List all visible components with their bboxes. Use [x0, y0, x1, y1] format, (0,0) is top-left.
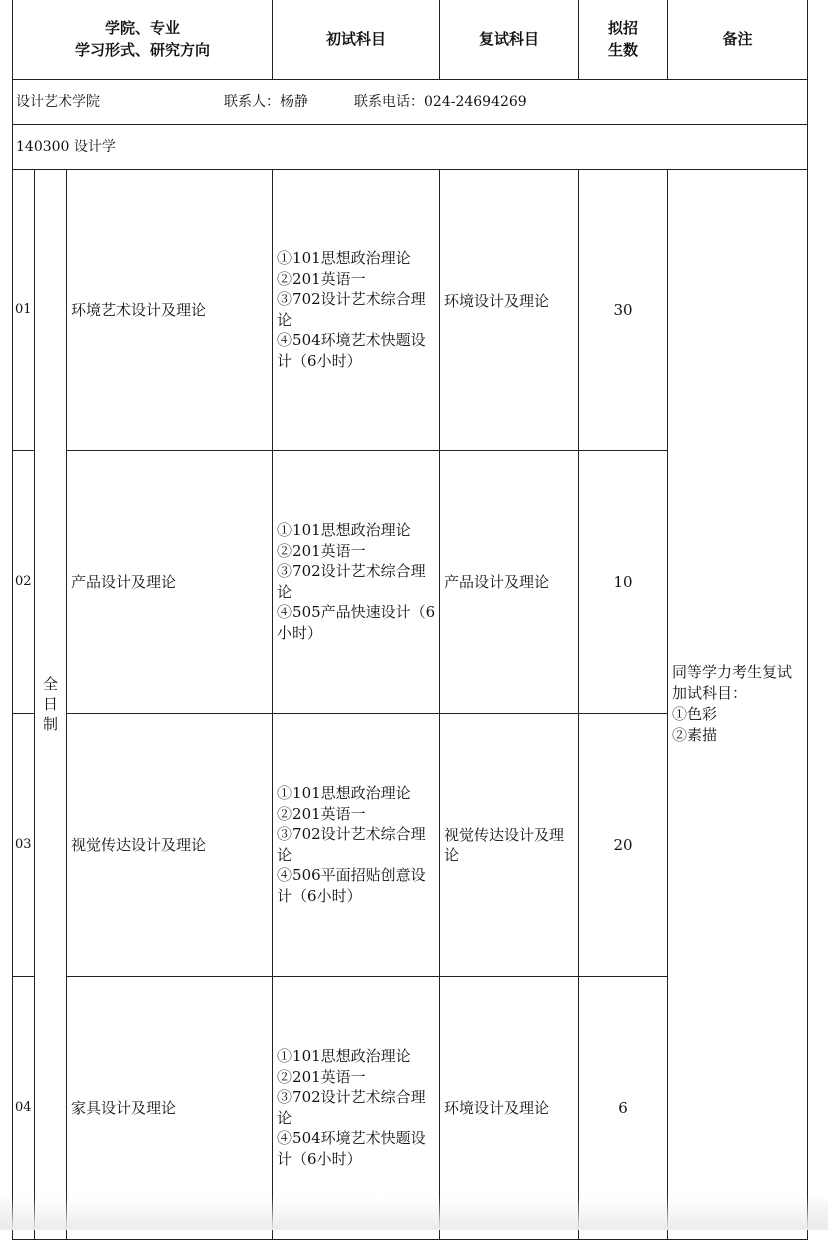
exam-line: 计（6小时）	[277, 351, 362, 370]
exam-line: ②201英语一	[277, 541, 366, 560]
contact-name: 杨静	[280, 93, 308, 110]
study-form-cell	[35, 169, 67, 1239]
header-prelim: 初试科目	[273, 0, 440, 79]
note-line: 加试科目：	[672, 684, 748, 702]
exam-line: 论	[277, 1108, 293, 1127]
exam-line: 小时）	[277, 623, 323, 642]
note-line: ①色彩	[672, 705, 718, 723]
exam-line: ④506平面招贴创意设	[277, 866, 426, 884]
college-row	[13, 79, 808, 124]
retest-line: 产品设计及理论	[444, 572, 550, 591]
retest-subject	[440, 713, 579, 976]
exam-line: 论	[277, 845, 293, 864]
major-cell: 140300 设计学	[13, 124, 808, 169]
exam-subjects	[273, 169, 440, 450]
contact-label: 联系人：	[224, 93, 280, 110]
exam-line: ①101思想政治理论	[277, 1047, 411, 1065]
major-row	[13, 124, 808, 169]
college-name: 设计艺术学院	[16, 93, 100, 110]
exam-line: ②201英语一	[277, 269, 366, 288]
exam-line: ③702设计艺术综合理	[277, 825, 426, 843]
direction-name: 产品设计及理论	[67, 450, 273, 713]
exam-subjects	[273, 713, 440, 976]
direction-name: 环境艺术设计及理论	[67, 169, 273, 450]
exam-line: ④504环境艺术快题设	[277, 331, 426, 349]
quota-value: 20	[579, 713, 668, 976]
retest-subject	[440, 169, 579, 450]
study-form-char: 全	[42, 675, 58, 693]
phone-label: 联系电话：	[354, 93, 424, 110]
exam-subjects	[273, 450, 440, 713]
direction-name: 家具设计及理论	[67, 976, 273, 1239]
direction-code: 04	[13, 976, 35, 1239]
exam-line: 论	[277, 582, 293, 601]
exam-line: ③702设计艺术综合理	[277, 562, 426, 580]
exam-line: 计（6小时）	[277, 886, 362, 905]
retest-subject	[440, 450, 579, 713]
exam-line: 计（6小时）	[277, 1149, 362, 1168]
admissions-table	[12, 0, 808, 1240]
retest-line: 视觉传达设计及理	[444, 825, 565, 844]
quota-value: 30	[579, 169, 668, 450]
exam-line: ②201英语一	[277, 804, 366, 823]
retest-line: 论	[444, 845, 460, 864]
header-quota-cell	[579, 0, 668, 79]
exam-line: ③702设计艺术综合理	[277, 290, 426, 308]
exam-line: ②201英语一	[277, 1067, 366, 1086]
exam-line: ④505产品快速设计（6	[277, 603, 436, 621]
header-quota-line2: 生数	[608, 41, 639, 60]
exam-line: ③702设计艺术综合理	[277, 1088, 426, 1106]
quota-value: 10	[579, 450, 668, 713]
exam-line: ④504环境艺术快题设	[277, 1129, 426, 1147]
header-notes: 备注	[668, 0, 808, 79]
retest-line: 环境设计及理论	[444, 1098, 550, 1117]
direction-code: 01	[13, 169, 35, 450]
exam-line: ①101思想政治理论	[277, 784, 411, 802]
retest-line: 环境设计及理论	[444, 291, 550, 310]
exam-line: 论	[277, 310, 293, 329]
header-college-line1: 学院、专业	[105, 19, 181, 38]
quota-value: 6	[579, 976, 668, 1239]
phone-number: 024-24694269	[424, 93, 527, 110]
notes-cell	[668, 169, 808, 1239]
direction-code: 02	[13, 450, 35, 713]
header-college-cell	[13, 0, 273, 79]
retest-subject	[440, 976, 579, 1239]
exam-subjects	[273, 976, 440, 1239]
exam-line: ①101思想政治理论	[277, 249, 411, 267]
study-form-char: 制	[42, 715, 58, 733]
header-college-line2: 学习形式、研究方向	[75, 41, 211, 60]
college-cell	[13, 79, 808, 124]
direction-code: 03	[13, 713, 35, 976]
exam-line: ①101思想政治理论	[277, 521, 411, 539]
note-line: ②素描	[672, 726, 718, 744]
direction-name: 视觉传达设计及理论	[67, 713, 273, 976]
header-retest: 复试科目	[440, 0, 579, 79]
header-quota-line1: 拟招	[608, 19, 639, 38]
header-row	[13, 0, 808, 79]
direction-row-01	[13, 169, 808, 450]
study-form-char: 日	[42, 695, 58, 713]
note-line: 同等学力考生复试	[672, 663, 793, 681]
